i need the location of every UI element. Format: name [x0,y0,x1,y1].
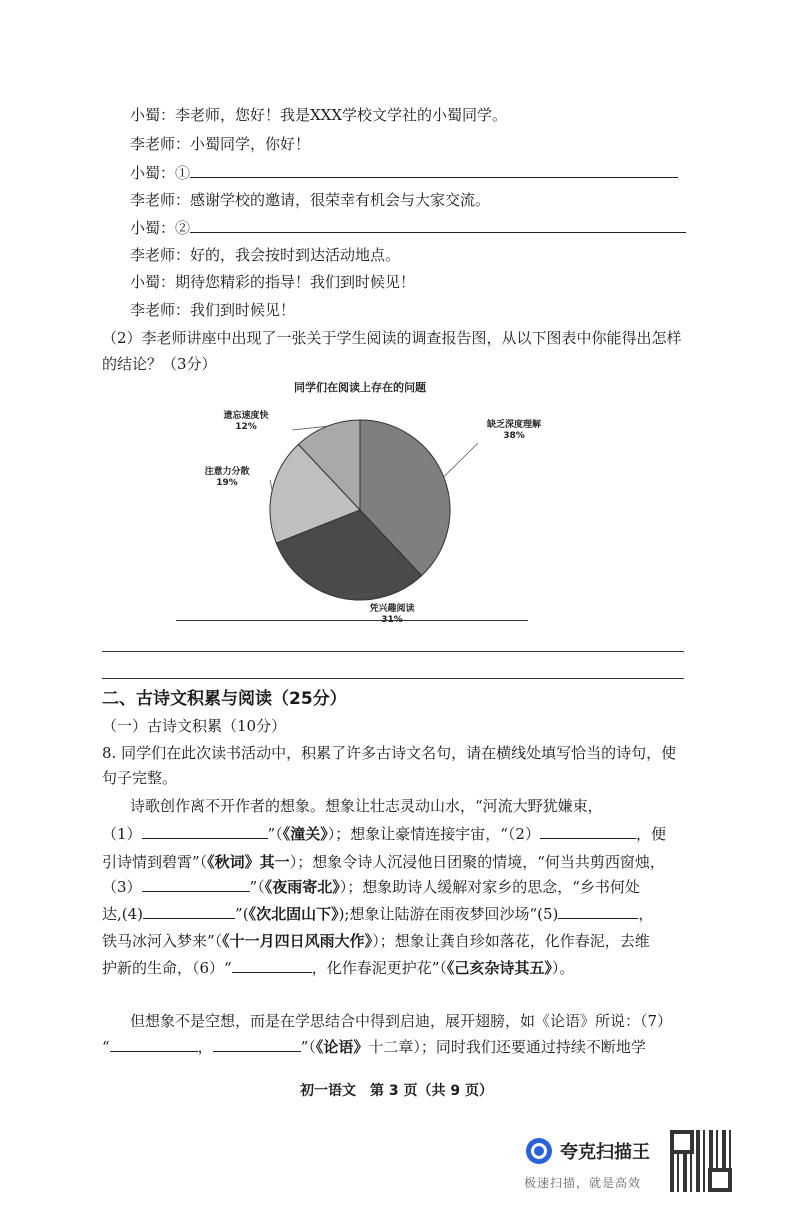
dialogue-line-7: 小蜀：期待您精彩的指导！我们到时候见！ [130,273,416,291]
poem-title-yeyujibei: 《夜雨寄北》 [264,878,340,896]
pie-leader-line-2 [270,480,272,490]
pie-label-2: 注意力分散 [204,467,250,477]
page-footer: 初一语文 第 3 页（共 9 页） [300,1083,493,1099]
pie-chart [180,375,560,630]
quark-logo-icon [526,1138,552,1164]
passage-line-9 [102,1033,702,1061]
pie-leader-line-0 [444,443,478,477]
answer-blank-2[interactable] [190,216,686,233]
passage-line-4 [102,873,702,901]
poem-title-tongguan: 《潼关》 [282,825,328,843]
answer-blank-1[interactable] [190,161,678,178]
qr-code-icon [670,1130,732,1192]
pie-value-1: 31% [381,615,403,625]
section-2-subtitle: （一）古诗文积累（10分） [102,717,287,735]
pie-slices [270,420,450,600]
answer-line-3[interactable] [102,678,684,679]
poem-title-qiuci: 《秋词》其一 [207,853,290,871]
passage-text: );想象让陆游在雨夜梦回沙场“(5) [338,905,559,923]
passage-line-7 [102,954,702,982]
pie-value-2: 19% [216,478,238,488]
passage-line-5 [102,900,702,928]
passage-text: “ [102,1038,110,1056]
answer-line-2[interactable] [102,651,684,652]
passage-line-8: 但想象不是空想，而是在学思结合中得到启迪，展开翅膀，如《论语》所说：（7） [130,1012,673,1030]
pie-value-3: 12% [235,422,257,432]
passage-text: ”（ [300,1038,316,1056]
chart-title: 同学们在阅读上存在的问题 [294,381,426,394]
passage-text: 铁马冰河入梦来”（ [102,932,223,950]
poem-blank-5[interactable] [558,902,638,919]
question-2-line-2: 的结论？（3分） [102,355,217,373]
dialogue-prompt-2: 小蜀：② [130,219,191,237]
dialogue-line-6: 李老师：好的，我会按时到达活动地点。 [130,246,401,264]
blank-label-4: 达,(4) [102,905,144,923]
blank-label-6: 护新的生命，（6）“ [102,959,232,977]
poem-blank-7b[interactable] [213,1035,301,1052]
passage-text: ）；想象让豪情连接宇宙，“（2） [327,825,540,843]
poem-blank-4[interactable] [143,902,235,919]
poem-title-jihaizashi: 《己亥杂诗其五》 [446,959,552,977]
poem-blank-6[interactable] [232,956,312,973]
dialogue-line-4: 李老师：感谢学校的邀请，很荣幸有机会与大家交流。 [130,191,491,209]
dialogue-line-2: 李老师：小蜀同学，你好！ [130,135,311,153]
blank-label-3: （3） [102,878,142,896]
passage-line-2 [102,820,702,848]
passage-text: ”（ [249,878,265,896]
passage-line-1: 诗歌创作离不开作者的想象。想象让壮志灵动山水，“河流大野犹嫌束， [130,797,603,815]
passage-text: ， [638,905,654,923]
dialogue-line-3 [130,161,793,184]
passage-text: ）；想象助诗人缓解对家乡的思念，“乡书何处 [339,878,640,896]
passage-line-6 [102,927,702,955]
section-2-title: 二、古诗文积累与阅读（25分） [102,689,347,709]
pie-value-0: 38% [503,431,525,441]
question-8-line-1: 8. 同学们在此次读书活动中，积累了许多古诗文名句，请在横线处填写恰当的诗句，使 [102,744,677,762]
scanner-watermark [520,1130,660,1200]
passage-line-3 [102,848,702,876]
dialogue-line-8: 李老师：我们到时候见！ [130,301,296,319]
passage-text: ， [197,1038,213,1056]
dialogue-line-5 [130,216,793,239]
watermark-name: 夸克扫描王 [560,1142,650,1163]
poem-blank-1[interactable] [142,822,268,839]
poem-blank-7a[interactable] [110,1035,198,1052]
answer-line-1[interactable] [176,620,528,621]
dialogue-line-1: 小蜀：李老师，您好！我是XXX学校文学社的小蜀同学。 [130,106,508,124]
passage-text: ”（ [267,825,283,843]
question-8-line-2: 句子完整。 [102,769,178,787]
poem-title-fengyudazuo: 《十一月四日风雨大作》 [222,932,373,950]
pie-label-0: 缺乏深度理解 [486,420,542,430]
passage-text: ）。 [551,959,575,977]
passage-text: ，化作春泥更护花”（ [311,959,447,977]
poem-title-cibeigushanxia: 《次北固山下》 [248,905,339,923]
dialogue-prompt-1: 小蜀：① [130,164,191,182]
question-2-line-1: （2）李老师讲座中出现了一张关于学生阅读的调查报告图，从以下图表中你能得出怎样 [102,329,682,347]
passage-text: ”( [235,905,249,923]
passage-text: ）；想象让龚自珍如落花，化作春泥，去维 [372,932,650,950]
book-title-lunyu: 《论语》 [315,1038,369,1056]
pie-label-1: 凭兴趣阅读 [369,604,415,614]
passage-text: 十二章）；同时我们还要通过持续不断地学 [368,1038,646,1056]
passage-text: 引诗情到碧霄”（ [102,853,208,871]
blank-label-1: （1） [102,825,142,843]
watermark-slogan: 极速扫描，就是高效 [524,1176,642,1190]
poem-blank-3[interactable] [142,875,250,892]
pie-label-3: 遗忘速度快 [223,411,269,421]
passage-text: ）；想象令诗人沉浸他日团聚的情境，“何当共剪西窗烛， [289,853,665,871]
poem-blank-2[interactable] [540,822,636,839]
passage-text: ，便 [635,825,666,843]
